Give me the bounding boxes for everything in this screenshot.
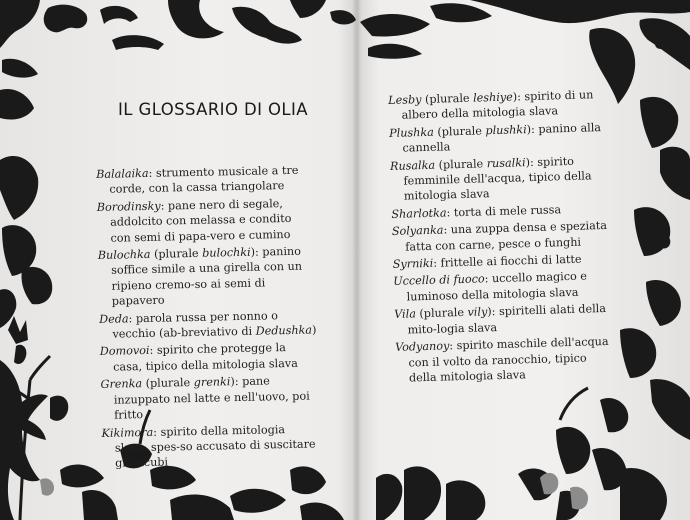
glossary-plural-term: rusalki bbox=[486, 155, 526, 170]
glossary-plural-suffix: ): bbox=[525, 155, 538, 169]
glossary-term: Kikimora bbox=[101, 425, 154, 440]
glossary-definition: parola russa per nonno o vecchio (ab-breviativo di bbox=[112, 308, 279, 341]
glossary-plural-suffix: ): bbox=[487, 305, 500, 319]
glossary-column-left bbox=[96, 162, 319, 473]
glossary-term: Domovoi bbox=[99, 344, 150, 359]
glossary-plural-term: grenki bbox=[193, 375, 231, 390]
glossary-separator: : bbox=[153, 425, 161, 439]
glossary-definition: spirito che protegge la casa, tipico della mitologia slava bbox=[113, 341, 298, 374]
glossary-term: Deda bbox=[99, 312, 129, 326]
glossary-term: Uccello di fuoco bbox=[393, 272, 485, 289]
glossary-entry bbox=[100, 340, 318, 375]
glossary-separator: : bbox=[449, 339, 457, 353]
right-border-creatures bbox=[600, 97, 690, 440]
glossary-definition: spirito femminile dell'acqua, tipico della mitologia slava bbox=[403, 154, 592, 204]
glossary-plural-suffix: ): bbox=[526, 122, 539, 136]
glossary-definition: panino soffice simile a una girella con un ripieno cremo-so ai semi di papavero bbox=[111, 244, 303, 308]
left-border-creatures bbox=[0, 89, 68, 520]
glossary-definition: strumento musicale a tre corde, con la cassa triangolare bbox=[109, 163, 299, 197]
glossary-plural-suffix: ): bbox=[230, 375, 243, 389]
glossary-definition: spirito della mitologia slava, spes-so accusato di suscitare gli incubi bbox=[114, 422, 316, 470]
glossary-term: Lesby bbox=[388, 93, 422, 107]
glossary-definition: panino alla cannella bbox=[402, 120, 602, 155]
glossary-entry bbox=[392, 218, 609, 255]
glossary-entry bbox=[96, 162, 314, 197]
glossary-plural-term: vily bbox=[467, 305, 488, 320]
top-left-creatures bbox=[0, 0, 356, 78]
glossary-separator: : bbox=[443, 223, 451, 237]
glossary-definition: pane inzuppato nel latte e nell'uovo, poi fritto bbox=[113, 374, 310, 422]
glossary-plural-term: bulochki bbox=[202, 245, 251, 260]
glossary-entry bbox=[388, 87, 605, 124]
glossary-term: Balalaika bbox=[96, 166, 149, 181]
glossary-term: Syrniki bbox=[392, 256, 434, 271]
glossary-plural-prefix: (plurale bbox=[433, 124, 486, 139]
glossary-entry bbox=[99, 307, 317, 342]
glossary-term: Grenka bbox=[100, 377, 143, 392]
glossary-separator: : bbox=[446, 206, 455, 220]
glossary-definition-term: Dedushka bbox=[255, 323, 313, 338]
glossary-entry bbox=[394, 301, 611, 338]
glossary-separator: : bbox=[148, 166, 157, 180]
glossary-plural-suffix: ): bbox=[512, 90, 525, 104]
glossary-separator: : bbox=[484, 272, 493, 286]
glossary-term: Sharlotka bbox=[391, 206, 447, 221]
glossary-definition: torta di mele russa bbox=[453, 203, 562, 220]
glossary-definition: spirito maschile dell'acqua con il volto da ranocchio, tipico della mitologia slava bbox=[408, 335, 609, 385]
glossary-term: Plushka bbox=[388, 125, 435, 140]
glossary-entry bbox=[390, 153, 607, 205]
glossary-plural-prefix: (plurale bbox=[415, 306, 468, 321]
glossary-entry bbox=[97, 195, 315, 246]
glossary-entry bbox=[100, 373, 318, 424]
glossary-term: Rusalka bbox=[389, 158, 436, 173]
glossary-term: Bulochka bbox=[97, 247, 151, 263]
page-title: IL GLOSSARIO DI OLIA bbox=[118, 100, 308, 119]
glossary-entry bbox=[393, 268, 610, 305]
glossary-separator: : bbox=[433, 256, 441, 270]
glossary-definition-end: ) bbox=[311, 323, 317, 337]
glossary-definition: frittelle ai fiocchi di latte bbox=[440, 252, 582, 270]
glossary-separator: : bbox=[160, 199, 169, 213]
glossary-plural-term: leshiye bbox=[472, 90, 513, 105]
glossary-column-right bbox=[388, 87, 612, 388]
glossary-entry bbox=[98, 243, 316, 309]
glossary-plural-prefix: (plurale bbox=[421, 91, 474, 107]
glossary-term: Vila bbox=[394, 307, 417, 322]
glossary-entry bbox=[395, 334, 612, 386]
glossary-term: Solyanka bbox=[391, 223, 444, 239]
glossary-definition: una zuppa densa e speziata fatta con carne, pesce o funghi bbox=[405, 219, 608, 254]
glossary-entry bbox=[101, 421, 319, 472]
glossary-plural-term: plushki bbox=[485, 122, 527, 138]
glossary-definition: spiritelli alati della mito-logia slava bbox=[407, 302, 607, 337]
glossary-plural-prefix: (plurale bbox=[434, 156, 487, 172]
glossary-separator: : bbox=[128, 311, 137, 326]
glossary-entry bbox=[389, 120, 606, 157]
glossary-definition: pane nero di segale, addolcito con melassa e condito con semi di papa-vero e cumino bbox=[110, 196, 292, 245]
glossary-separator: : bbox=[149, 344, 158, 358]
glossary-plural-prefix: (plurale bbox=[141, 376, 194, 391]
glossary-term: Vodyanoy bbox=[394, 339, 450, 354]
glossary-term: Borodinsky bbox=[96, 199, 161, 214]
glossary-plural-prefix: (plurale bbox=[150, 246, 203, 261]
glossary-plural-suffix: ): bbox=[250, 245, 263, 259]
glossary-definition: spirito di un albero della mitologia slava bbox=[401, 88, 594, 123]
glossary-definition: uccello magico e luminoso della mitologia slava bbox=[406, 269, 588, 304]
